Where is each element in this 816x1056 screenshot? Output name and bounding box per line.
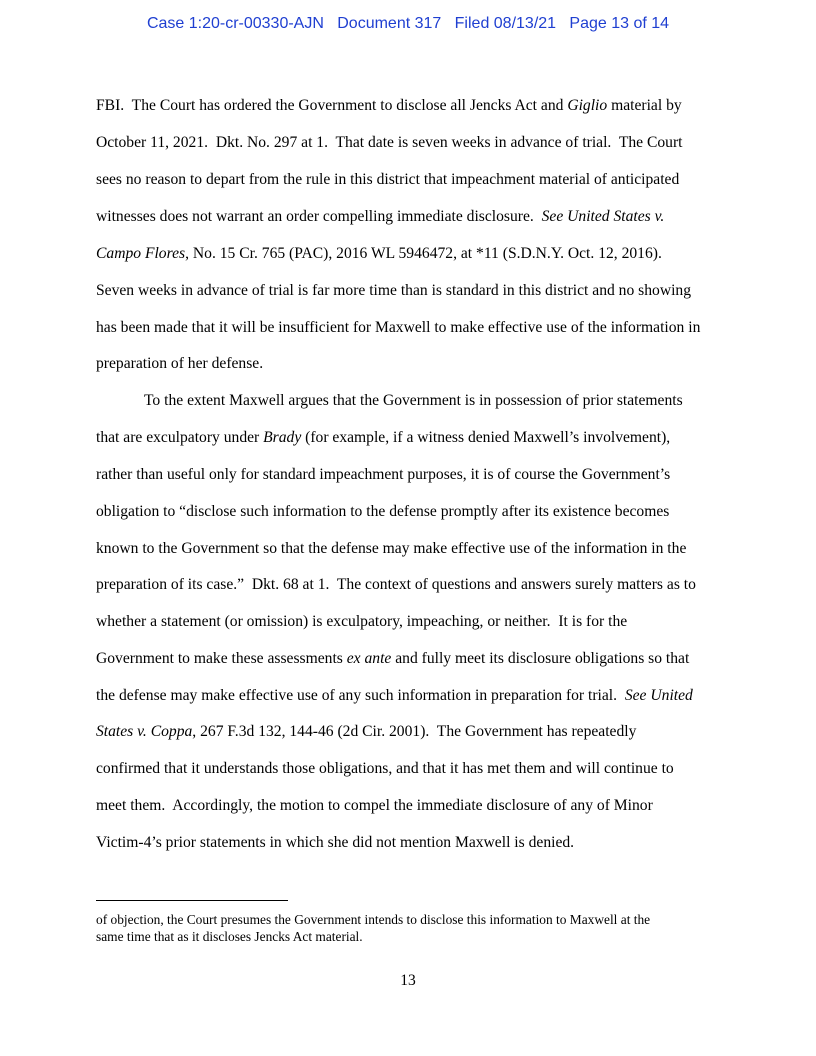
case-header bbox=[0, 15, 816, 33]
footnote-line: of objection, the Court presumes the Government intends to disclose this information to Maxwell at the bbox=[96, 912, 651, 927]
footnote-line: same time that as it discloses Jencks Act material. bbox=[96, 929, 363, 944]
body-line: Victim-4’s prior statements in which she did not mention Maxwell is denied. bbox=[96, 834, 575, 851]
body-line: Government to make these assessments ex ante and fully meet its disclosure obligations so that bbox=[96, 650, 690, 667]
filed-date: Filed 08/13/21 bbox=[454, 15, 557, 32]
case-number: Case 1:20-cr-00330-AJN bbox=[146, 15, 324, 32]
body-line: confirmed that it understands those obligations, and that it has met them and will continue to bbox=[96, 760, 674, 777]
document-number: Document 317 bbox=[337, 15, 442, 32]
case-citation: See United States v. bbox=[541, 208, 665, 225]
body-line: whether a statement (or omission) is exculpatory, impeaching, or neither. It is for the bbox=[96, 613, 628, 630]
body-line: witnesses does not warrant an order compelling immediate disclosure. See United States v. bbox=[96, 208, 665, 225]
body-line: October 11, 2021. Dkt. No. 297 at 1. That date is seven weeks in advance of trial. The Court bbox=[96, 134, 683, 151]
latin-term: ex ante bbox=[346, 650, 392, 667]
body-line: the defense may make effective use of any such information in preparation for trial. See United bbox=[96, 687, 693, 704]
body-line: has been made that it will be insufficient for Maxwell to make effective use of the information in bbox=[96, 319, 701, 336]
case-citation: See United bbox=[624, 687, 693, 704]
body-line: meet them. Accordingly, the motion to compel the immediate disclosure of any of Minor bbox=[96, 797, 653, 814]
body-line: that are exculpatory under Brady (for example, if a witness denied Maxwell’s involvement), bbox=[96, 429, 671, 446]
body-line: preparation of its case.” Dkt. 68 at 1. The context of questions and answers surely matters as to bbox=[96, 576, 696, 593]
page-number: 13 bbox=[400, 972, 416, 989]
body-line: sees no reason to depart from the rule in this district that impeachment material of anticipated bbox=[96, 171, 680, 188]
footnote-divider bbox=[96, 900, 288, 901]
body-line: To the extent Maxwell argues that the Government is in possession of prior statements bbox=[144, 392, 683, 409]
page-indicator: Page 13 of 14 bbox=[569, 15, 670, 32]
case-citation: States v. Coppa bbox=[96, 723, 193, 740]
body-line: preparation of her defense. bbox=[96, 355, 264, 372]
body-line: States v. Coppa, 267 F.3d 132, 144-46 (2d Cir. 2001). The Government has repeatedly bbox=[96, 723, 637, 740]
body-line: Campo Flores, No. 15 Cr. 765 (PAC), 2016 WL 5946472, at *11 (S.D.N.Y. Oct. 12, 2016). bbox=[96, 245, 662, 262]
body-line: obligation to “disclose such information to the defense promptly after its existence becomes bbox=[96, 503, 670, 520]
body-line: known to the Government so that the defense may make effective use of the information in the bbox=[96, 540, 687, 557]
body-line: rather than useful only for standard impeachment purposes, it is of course the Government’s bbox=[96, 466, 671, 483]
case-citation: Brady bbox=[263, 429, 302, 446]
case-citation: Giglio bbox=[567, 97, 608, 114]
body-line: FBI. The Court has ordered the Government to disclose all Jencks Act and Giglio material by bbox=[96, 97, 682, 114]
case-citation: Campo Flores bbox=[96, 245, 186, 262]
body-line: Seven weeks in advance of trial is far more time than is standard in this district and no showing bbox=[96, 282, 692, 299]
